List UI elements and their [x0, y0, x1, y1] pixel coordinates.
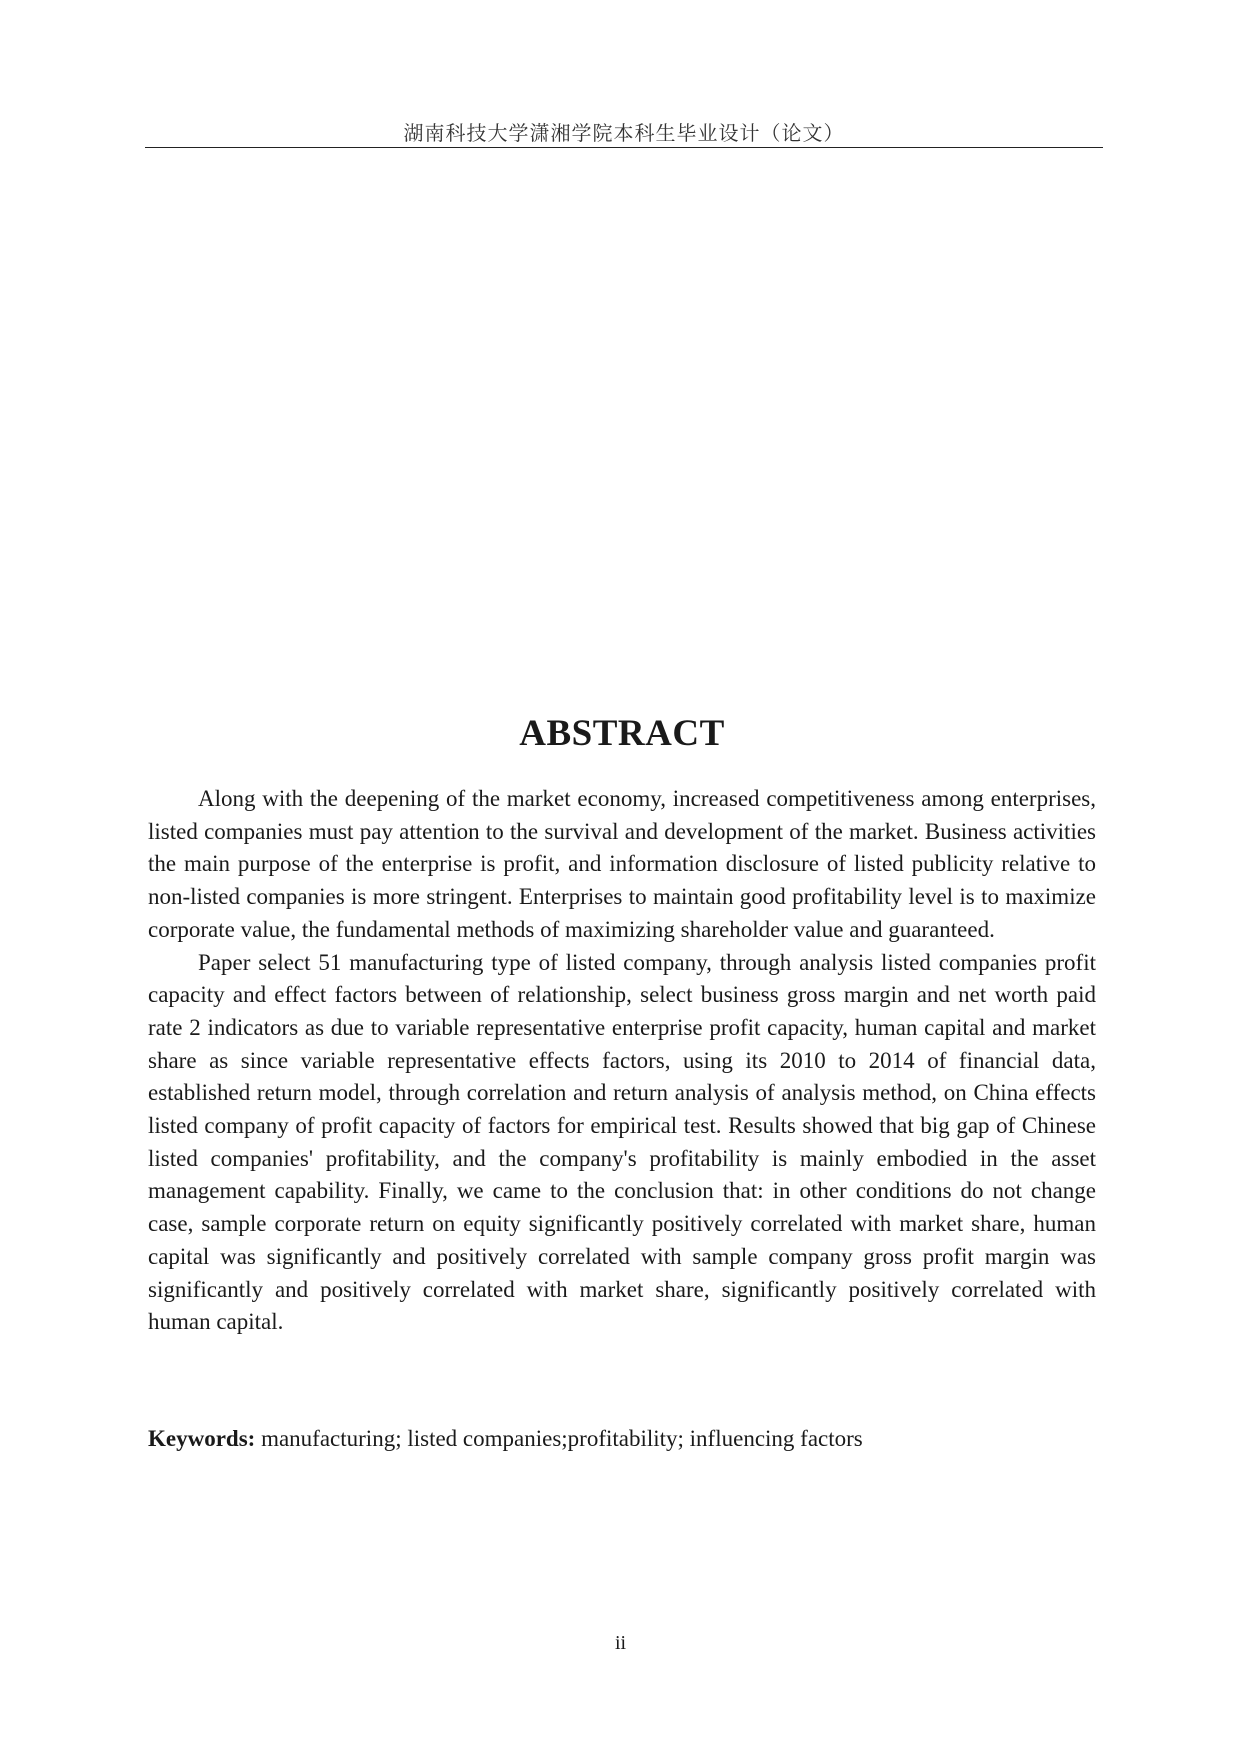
header-rule: [145, 147, 1103, 148]
abstract-paragraph-2: Paper select 51 manufacturing type of listed company, through analysis listed companies profit capacity and effect factors between of relationship, select business gross margin and net worth paid rate 2 indicators as due to variable representative enterprise profit capacity, human capital and market share as since variable representative effects factors, using its 2010 to 2014 of financial data, established return model, through correlation and return analysis of analysis method, on China effects listed company of profit capacity of factors for empirical test. Results showed that big gap of Chinese listed companies' profitability, and the company's profitability is mainly embodied in the asset management capability. Finally, we came to the conclusion that: in other conditions do not change case, sample corporate return on equity significantly positively correlated with market share, human capital was significantly and positively correlated with sample company gross profit margin was significantly and positively correlated with market share, significantly positively correlated with human capital.: [148, 949, 1096, 1335]
keywords-text: manufacturing; listed companies;profitability; influencing factors: [255, 1426, 863, 1451]
abstract-body: [148, 783, 1096, 1339]
running-header: 湖南科技大学潇湘学院本科生毕业设计（论文）: [403, 121, 845, 145]
abstract-title: ABSTRACT: [519, 713, 725, 754]
abstract-paragraph-1: Along with the deepening of the market economy, increased competitiveness among enterprises, listed companies must pay attention to the survival and development of the market. Business activities the main purpose of the enterprise is profit, and information disclosure of listed publicity relative to non-listed companies is more stringent. Enterprises to maintain good profitability level is to maximize corporate value, the fundamental methods of maximizing shareholder value and guaranteed.: [148, 786, 1096, 942]
page-number: ii: [614, 1632, 627, 1654]
keywords-label: Keywords:: [148, 1426, 256, 1451]
keywords-line: [148, 1423, 1096, 1455]
